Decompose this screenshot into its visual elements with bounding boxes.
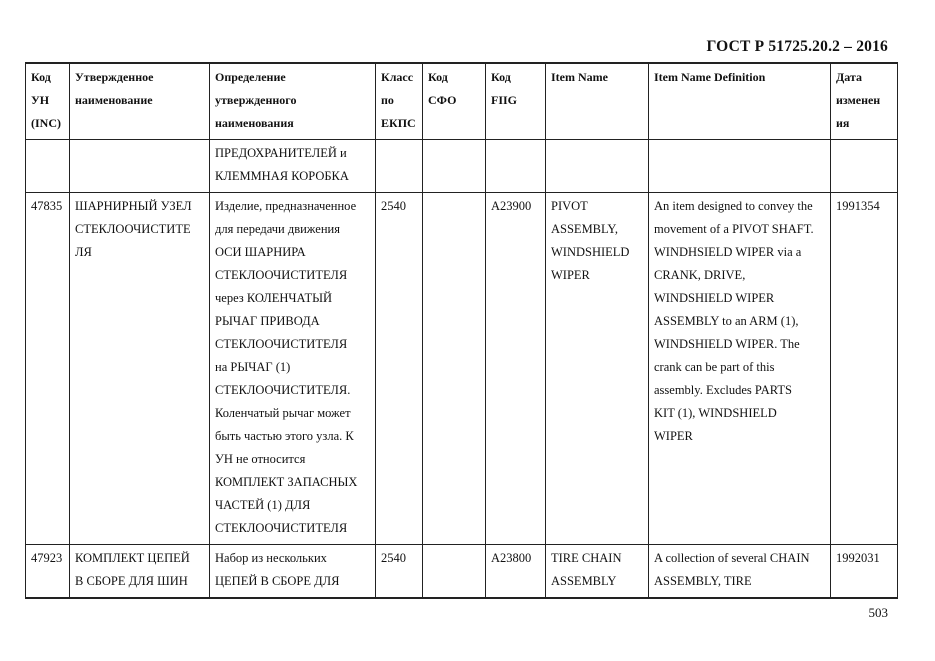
- date-cell: [831, 545, 898, 599]
- header-line: Код: [31, 70, 51, 84]
- cell-line: ASSEMBLY to an ARM (1),: [654, 314, 799, 328]
- cell-line: 2540: [381, 199, 406, 213]
- header-inc: [26, 63, 70, 140]
- header-line: Item Name: [551, 70, 608, 84]
- header-line: (INC): [31, 116, 61, 130]
- page-number: 503: [868, 605, 888, 620]
- item-definition-cell: [649, 545, 831, 599]
- header-fiig: [486, 63, 546, 140]
- fiig-cell: [486, 545, 546, 599]
- cell-line: СТЕКЛООЧИСТИТЕЛЯ: [215, 521, 348, 535]
- cell-line: crank can be part of this: [654, 360, 775, 374]
- item-name-cell: [546, 193, 649, 545]
- definition-cell: [210, 193, 376, 545]
- cell-line: для передачи движения: [215, 222, 340, 236]
- cell-line: WINDSHIELD WIPER: [654, 291, 775, 305]
- cell-line: КОМПЛЕКТ ЗАПАСНЫХ: [215, 475, 358, 489]
- cell-line: PIVOT: [551, 199, 588, 213]
- cell-line: 47923: [31, 551, 63, 565]
- cell-line: Набор из нескольких: [215, 551, 327, 565]
- header-line: Класс: [381, 70, 414, 84]
- cell-line: ШАРНИРНЫЙ УЗЕЛ: [75, 199, 192, 213]
- cell-line: 1991354: [836, 199, 880, 213]
- inc-cell: [26, 193, 70, 545]
- header-approved-name: [70, 63, 210, 140]
- cell-line: В СБОРЕ ДЛЯ ШИН: [75, 574, 188, 588]
- header-line: Код: [491, 70, 511, 84]
- cell-line: КОМПЛЕКТ ЦЕПЕЙ: [75, 551, 190, 565]
- item-name-cell: [546, 140, 649, 193]
- cell-line: ОСИ ШАРНИРА: [215, 245, 306, 259]
- definition-cell: [210, 140, 376, 193]
- item-name-cell: [546, 545, 649, 599]
- header-line: по: [381, 93, 394, 107]
- approved-name-cell: [70, 545, 210, 599]
- header-line: утвержденного: [215, 93, 297, 107]
- cell-line: CRANK, DRIVE,: [654, 268, 746, 282]
- header-line: ия: [836, 116, 850, 130]
- header-line: Дата: [836, 70, 862, 84]
- fiig-cell: [486, 140, 546, 193]
- cell-line: быть частью этого узла. К: [215, 429, 354, 443]
- table-row: [26, 193, 898, 545]
- date-cell: [831, 193, 898, 545]
- cell-line: на РЫЧАГ (1): [215, 360, 291, 374]
- cell-line: СТЕКЛООЧИСТИТЕЛЯ.: [215, 383, 351, 397]
- table-row: [26, 545, 898, 599]
- cell-line: ASSEMBLY, TIRE: [654, 574, 752, 588]
- cell-line: WINDSHIELD: [551, 245, 630, 259]
- inc-cell: [26, 140, 70, 193]
- document-title: ГОСТ Р 51725.20.2 – 2016: [706, 38, 888, 55]
- cell-line: КЛЕММНАЯ КОРОБКА: [215, 169, 349, 183]
- cell-line: A23900: [491, 199, 532, 213]
- header-line: СФО: [428, 93, 457, 107]
- cell-line: KIT (1), WINDSHIELD: [654, 406, 777, 420]
- cell-line: ЧАСТЕЙ (1) ДЛЯ: [215, 498, 311, 512]
- cell-line: assembly. Excludes PARTS: [654, 383, 792, 397]
- class-cell: [376, 193, 423, 545]
- cell-line: ASSEMBLY,: [551, 222, 618, 236]
- class-cell: [376, 545, 423, 599]
- header-date: [831, 63, 898, 140]
- cell-line: СТЕКЛООЧИСТИТЕЛЯ: [215, 268, 348, 282]
- item-definition-cell: [649, 193, 831, 545]
- header-line: Item Name Definition: [654, 70, 766, 84]
- cell-line: WINDHSIELD WIPER via a: [654, 245, 802, 259]
- approved-name-cell: [70, 193, 210, 545]
- cell-line: TIRE CHAIN: [551, 551, 622, 565]
- item-definition-cell: [649, 140, 831, 193]
- cell-line: A collection of several CHAIN: [654, 551, 810, 565]
- header-line: Код: [428, 70, 448, 84]
- definition-cell: [210, 545, 376, 599]
- header-class: [376, 63, 423, 140]
- sfo-cell: [423, 545, 486, 599]
- inc-cell: [26, 545, 70, 599]
- catalog-table: [25, 62, 898, 599]
- cell-line: Изделие, предназначенное: [215, 199, 357, 213]
- table-row: [26, 140, 898, 193]
- approved-name-cell: [70, 140, 210, 193]
- cell-line: A23800: [491, 551, 532, 565]
- cell-line: РЫЧАГ ПРИВОДА: [215, 314, 320, 328]
- header-line: Утвержденное: [75, 70, 154, 84]
- class-cell: [376, 140, 423, 193]
- date-cell: [831, 140, 898, 193]
- cell-line: ASSEMBLY: [551, 574, 617, 588]
- cell-line: через КОЛЕНЧАТЫЙ: [215, 291, 333, 305]
- fiig-cell: [486, 193, 546, 545]
- header-line: наименования: [215, 116, 294, 130]
- header-line: ЕКПС: [381, 116, 416, 130]
- cell-line: movement of a PIVOT SHAFT.: [654, 222, 814, 236]
- cell-line: ЦЕПЕЙ В СБОРЕ ДЛЯ: [215, 574, 340, 588]
- header-item-definition: [649, 63, 831, 140]
- cell-line: WIPER: [654, 429, 693, 443]
- sfo-cell: [423, 193, 486, 545]
- cell-line: УН не относится: [215, 452, 306, 466]
- header-line: FIIG: [491, 93, 518, 107]
- header-item-name: [546, 63, 649, 140]
- header-definition: [210, 63, 376, 140]
- cell-line: ЛЯ: [75, 245, 92, 259]
- cell-line: 47835: [31, 199, 63, 213]
- cell-line: An item designed to convey the: [654, 199, 813, 213]
- cell-line: WIPER: [551, 268, 590, 282]
- table-header-row: [26, 63, 898, 140]
- sfo-cell: [423, 140, 486, 193]
- cell-line: СТЕКЛООЧИСТИТЕ: [75, 222, 191, 236]
- header-line: изменен: [836, 93, 881, 107]
- header-line: УН: [31, 93, 50, 107]
- cell-line: 2540: [381, 551, 406, 565]
- cell-line: Коленчатый рычаг может: [215, 406, 351, 420]
- cell-line: СТЕКЛООЧИСТИТЕЛЯ: [215, 337, 348, 351]
- header-line: наименование: [75, 93, 153, 107]
- header-sfo: [423, 63, 486, 140]
- header-line: Определение: [215, 70, 286, 84]
- cell-line: WINDSHIELD WIPER. The: [654, 337, 800, 351]
- cell-line: ПРЕДОХРАНИТЕЛЕЙ и: [215, 146, 347, 160]
- cell-line: 1992031: [836, 551, 880, 565]
